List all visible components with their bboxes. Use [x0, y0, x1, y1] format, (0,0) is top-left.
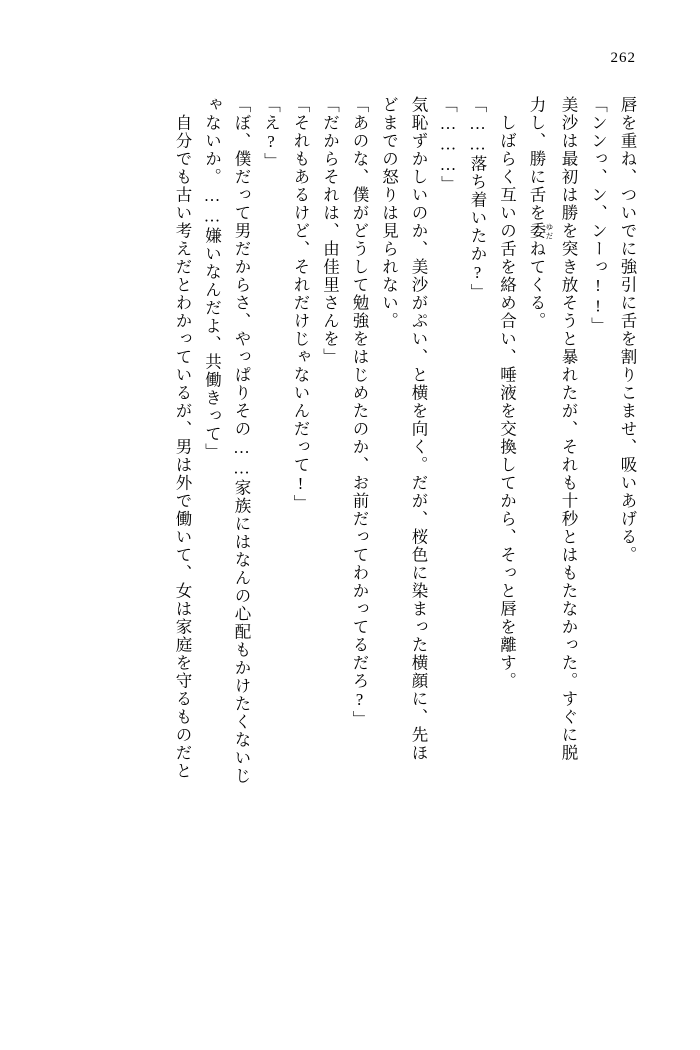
text-line: 「だからそれは、由佳里さんを」 — [320, 96, 340, 366]
text-line: 「……落ち着いたか?」 — [468, 96, 487, 302]
text-line: 唇を重ね、ついでに強引に舌を割りこませ、吸いあげる。 — [618, 96, 637, 564]
text-line: ゃないか。……嫌いなんだよ、共働きって」 — [202, 96, 222, 461]
text-line: 「それもあるけど、それだけじゃないんだって!」 — [291, 96, 310, 513]
text-line: 「ンンっ、ン、ンーっ!!」 — [588, 96, 608, 335]
text-line: 力し、勝に舌を委 ゆだねてくる。 — [527, 96, 554, 330]
text-line: 気恥ずかしいのか、美沙がぷい、と横を向く。だが、桜色に染まった横顔に、先ほ — [409, 96, 428, 762]
page-number: 262 — [610, 50, 636, 66]
text-line: 「あのな、僕がどうして勉強をはじめたのか、お前だってわかってるだろ?」 — [350, 96, 369, 729]
text-line: 「………」 — [438, 96, 458, 194]
text-line: どまでの怒りは見られない。 — [379, 96, 399, 330]
text-line: 自分でも古い考えだとわかっているが、男は外で働いて、女は家庭を守るものだと — [173, 114, 192, 780]
page-text-body — [58, 96, 642, 1010]
text-line: 「え?」 — [261, 96, 281, 171]
text-line: 美沙は最初は勝を突き放そうと暴れたが、それも十秒とはもたなかった。すぐに脱 — [559, 96, 578, 762]
ruby-annotation: 委 ゆだ — [527, 222, 554, 240]
text-line: 「ぼ、僕だって男だからさ、やっぱりその……家族にはなんの心配もかけたくないじ — [232, 96, 251, 785]
text-line: しばらく互いの舌を絡め合い、唾液を交換してから、そっと唇を離す。 — [497, 114, 517, 690]
